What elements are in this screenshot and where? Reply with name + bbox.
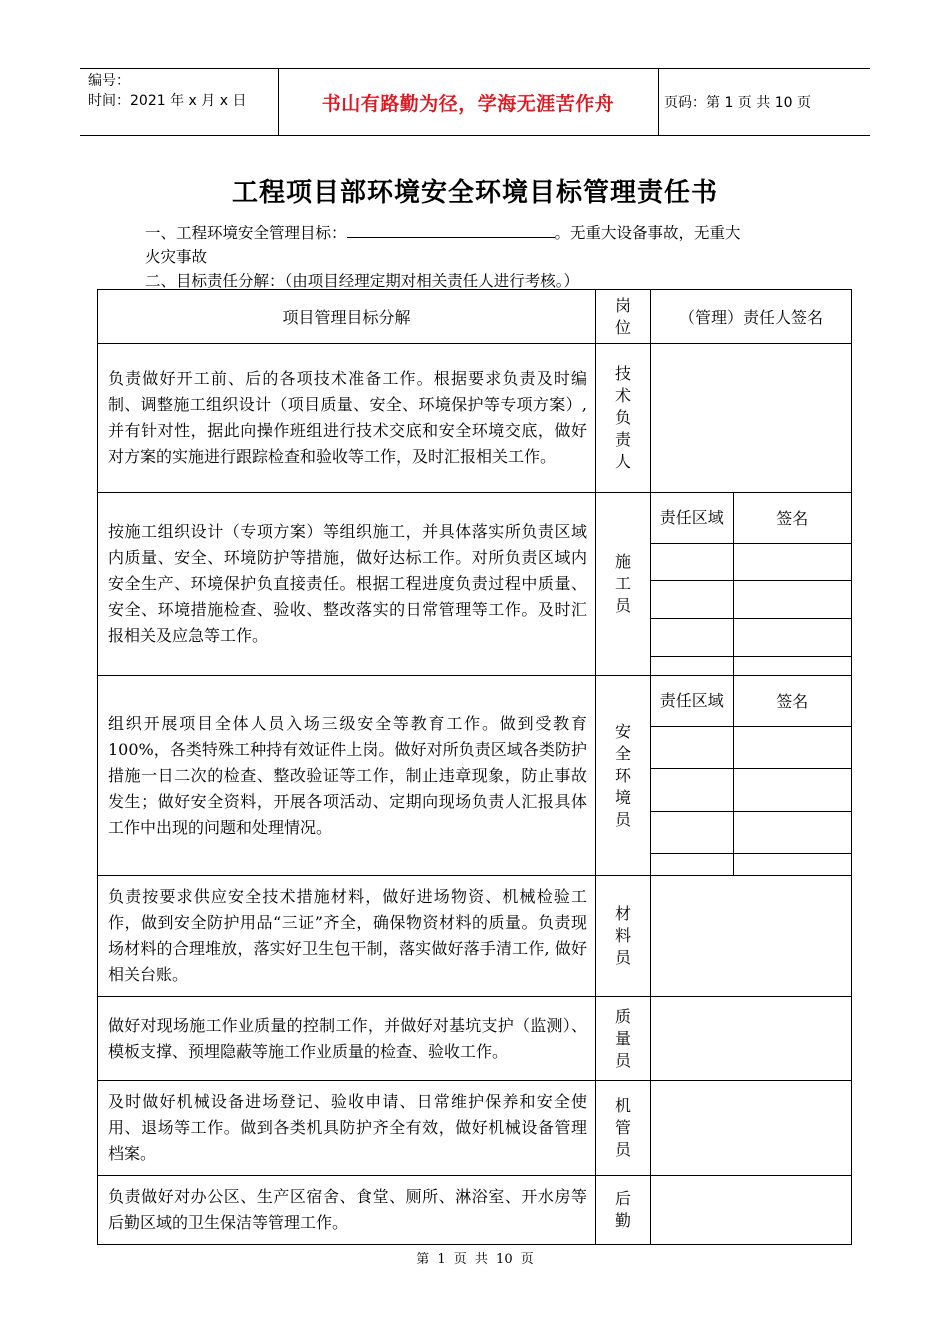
goal-cell [98, 1081, 596, 1176]
region-signature-table [651, 676, 851, 875]
signature-cell[interactable] [651, 344, 852, 493]
sign-cell[interactable] [733, 854, 851, 875]
section-1-suffix: 。无重大设备事故，无重大 [554, 224, 741, 242]
region-signature-table [651, 493, 851, 675]
goal-text: 做好对现场施工作业质量的控制工作，并做好对基坑支护（监测）、模板支撑、预埋隐蔽等施工作业质量的检查、验收工作。 [108, 1015, 587, 1061]
position-text: 机管员 [614, 1096, 631, 1159]
region-cell[interactable] [651, 581, 733, 619]
region-cell[interactable] [651, 811, 733, 854]
sign-header: 签名 [733, 676, 851, 726]
sign-cell[interactable] [733, 726, 851, 769]
position-cell [596, 676, 651, 876]
sign-cell[interactable] [733, 618, 851, 656]
goal-text: 负责做好对办公区、生产区宿舍、食堂、厕所、淋浴室、开水房等后勤区域的卫生保洁等管理工作。 [108, 1187, 587, 1232]
signature-cell[interactable] [651, 997, 852, 1081]
sign-cell[interactable] [733, 581, 851, 619]
position-cell [596, 493, 651, 676]
position-cell [596, 1176, 651, 1245]
header-signature: （管理）责任人签名 [651, 290, 852, 344]
header-motto: 书山有路勤为径，学海无涯苦作舟 [321, 92, 615, 115]
table-row [98, 676, 852, 876]
responsibility-table [97, 289, 852, 1245]
sign-cell[interactable] [733, 543, 851, 581]
position-cell [596, 997, 651, 1081]
goal-text: 及时做好机械设备进场登记、验收申请、日常维护保养和安全使用、退场等工作。做到各类机具防护齐全有效，做好机械设备管理档案。 [108, 1092, 587, 1163]
header-divider [658, 69, 659, 135]
time-label: 时间：2021 年 x 月 x 日 [88, 93, 247, 109]
target-blank-line [347, 222, 555, 238]
table-row [98, 997, 852, 1081]
header-meta [88, 71, 246, 111]
position-text: 后勤 [614, 1189, 631, 1230]
goal-cell [98, 1176, 596, 1245]
goal-cell [98, 876, 596, 997]
header-goal: 项目管理目标分解 [98, 290, 596, 344]
position-cell [596, 1081, 651, 1176]
goal-cell [98, 344, 596, 493]
region-cell[interactable] [651, 656, 733, 675]
signature-subtable-cell [651, 493, 852, 676]
goal-text: 组织开展项目全体人员入场三级安全等教育工作。做到受教育 100%，各类特殊工种持有效证件上岗。做好对所负责区域各类防护措施一日二次的检查、整改验证等工作，制止违章现象，防止事故发生；做好安全资料，开展各项活动、定期向现场负责人汇报具体工作中出现的问题和处理情况。 [108, 713, 587, 837]
position-text: 安全环境员 [614, 721, 631, 829]
sign-header: 签名 [733, 493, 851, 543]
goal-cell [98, 997, 596, 1081]
document-title: 工程项目部环境安全环境目标管理责任书 [231, 178, 718, 208]
signature-subtable-cell [651, 676, 852, 876]
section-2: 二、目标责任分解：（由项目经理定期对相关责任人进行考核。） [145, 272, 580, 290]
signature-cell[interactable] [651, 1081, 852, 1176]
header-position [596, 290, 651, 344]
page-footer: 第 1 页 共 10 页 [416, 1252, 534, 1267]
sign-cell[interactable] [733, 656, 851, 675]
position-text: 施工员 [614, 552, 631, 615]
region-cell[interactable] [651, 726, 733, 769]
signature-cell[interactable] [651, 876, 852, 997]
document-header [80, 68, 870, 136]
header-page-info: 页码：第 1 页 共 10 页 [664, 95, 811, 111]
position-text: 材料员 [614, 904, 631, 967]
position-text: 质量员 [614, 1006, 631, 1070]
table-row [98, 344, 852, 493]
region-header: 责任区域 [651, 676, 733, 726]
header-position-text: 岗位 [614, 295, 631, 337]
section-1-continuation: 火灾事故 [145, 248, 208, 266]
goal-cell [98, 676, 596, 876]
table-row [98, 876, 852, 997]
region-cell[interactable] [651, 543, 733, 581]
goal-cell [98, 493, 596, 676]
position-text: 技术负责人 [614, 364, 631, 471]
table-row [98, 493, 852, 676]
region-cell[interactable] [651, 854, 733, 875]
signature-cell[interactable] [651, 1176, 852, 1245]
table-row [98, 1081, 852, 1176]
region-cell[interactable] [651, 618, 733, 656]
position-cell [596, 876, 651, 997]
section-1-label: 一、工程环境安全管理目标： [145, 224, 347, 242]
goal-text: 负责按要求供应安全技术措施材料，做好进场物资、机械检验工作，做到安全防护用品“三证”齐全，确保物资材料的质量。负责现场材料的合理堆放，落实好卫生包干制，落实做好落手清工作, 做好相关台账。 [108, 887, 587, 984]
sign-cell[interactable] [733, 811, 851, 854]
region-header: 责任区域 [651, 493, 733, 543]
region-cell[interactable] [651, 769, 733, 812]
section-1 [145, 221, 825, 245]
table-header-row [98, 290, 852, 344]
goal-text: 负责做好开工前、后的各项技术准备工作。根据要求负责及时编制、调整施工组织设计（项目质量、安全、环境保护等专项方案）, 并有针对性，据此向操作班组进行技术交底和安全环境交底，做好对方案的实施进行跟踪检查和验收等工作，及时汇报相关工作。 [108, 369, 587, 466]
goal-text: 按施工组织设计（专项方案）等组织施工，并具体落实所负责区域内质量、安全、环境防护等措施，做好达标工作。对所负责区域内安全生产、环境保护负直接责任。根据工程进度负责过程中质量、安全、环境措施检查、验收、整改落实的日常管理等工作。及时汇报相关及应急等工作。 [108, 522, 587, 645]
table-row [98, 1176, 852, 1245]
position-cell [596, 344, 651, 493]
sign-cell[interactable] [733, 769, 851, 812]
number-label: 编号： [88, 73, 130, 89]
